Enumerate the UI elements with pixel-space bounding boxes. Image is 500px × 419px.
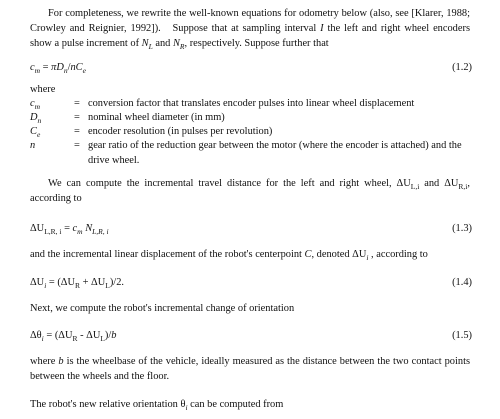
equation-1-4 — [30, 275, 472, 291]
equation-1-5 — [30, 328, 472, 344]
equation-1-3 — [30, 221, 472, 237]
definition-symbol: $D_n$ — [30, 112, 42, 126]
definition-text: conversion factor that translates encoder pulses into linear wheel displacement — [88, 98, 415, 109]
equation-number: (1.4) — [452, 277, 472, 288]
definition-symbol: $c_m$ — [30, 98, 41, 112]
equation-1-2 — [30, 60, 472, 76]
incremental-distance-paragraph: We can compute the incremental travel distance for the left and right wheel, $\Delta U_{L,i}$ and $\Delta U_{R,i}$, according to — [30, 178, 470, 204]
new-orientation-paragraph: The robot's new relative orientation $\theta_i$ can be computed from — [30, 399, 284, 413]
equation-formula: $\Delta U_{L,R, i} = c_m$ $N_{L,R, i}$ — [30, 223, 109, 237]
definition-symbol: $C_e$ — [30, 126, 41, 140]
definition-equals: = — [74, 140, 80, 151]
definition-text: nominal wheel diameter (in mm) — [88, 112, 225, 123]
definition-equals: = — [74, 126, 80, 137]
definition-text: gear ratio of the reduction gear between the motor (where the encoder is attached) and the drive wheel. — [88, 140, 462, 166]
equation-number: (1.2) — [452, 62, 472, 73]
definition-equals: = — [74, 98, 80, 109]
equation-number: (1.5) — [452, 330, 472, 341]
centerpoint-paragraph: and the incremental linear displacement of the robot's centerpoint C, denoted $\Delta U_i$ , according to — [30, 249, 428, 263]
equation-formula: $c_m = \pi D_n/nC_e$ — [30, 62, 86, 76]
wheelbase-paragraph: where b is the wheelbase of the vehicle, ideally measured as the distance between the two contact points between the wheels and the floor. — [30, 356, 471, 382]
definition-symbol: n — [30, 140, 36, 151]
equation-formula: $\Delta U_i = (\Delta U_R + \Delta U_L)/2$. — [30, 277, 124, 291]
equation-number: (1.3) — [452, 223, 472, 234]
definition-equals: = — [74, 112, 80, 123]
equation-formula: $\Delta\theta_i = (\Delta U_R - \Delta U_L)/b$ — [30, 330, 117, 344]
intro-paragraph: For completeness, we rewrite the well-known equations for odometry below (also, see [Klarer, 1988; Crowley and Reignier, 1992]). Suppose that at sampling interval I the left and right wheel encoders show a pulse increment of $N_L$ and $N_R$, respectively. Suppose further that — [30, 8, 470, 52]
orientation-paragraph: Next, we compute the robot's incremental change of orientation — [30, 303, 295, 314]
where-label: where — [30, 84, 56, 95]
definition-text: encoder resolution (in pulses per revolution) — [88, 126, 273, 137]
